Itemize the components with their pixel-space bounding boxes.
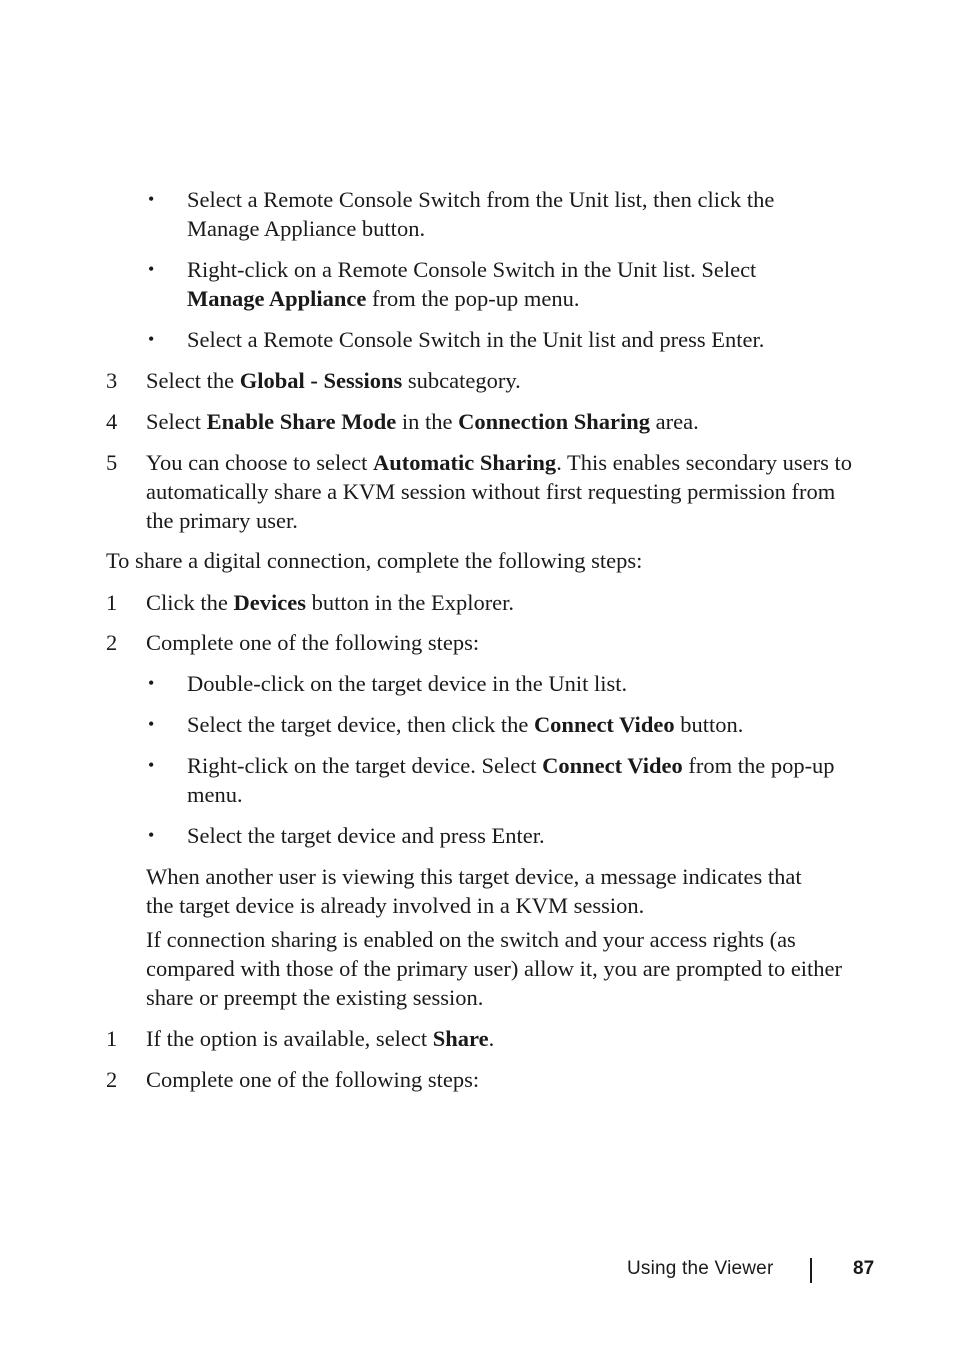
bullet-connect-video-button: Select the target device, then click the Connect Video button. (187, 712, 744, 737)
bullet-right-click-connect-video: Right-click on the target device. Select Connect Video from the pop-up menu. (187, 753, 835, 807)
step-number: 5 (106, 450, 118, 475)
footer-divider (810, 1258, 812, 1283)
step-click-devices: Click the Devices button in the Explorer. (146, 590, 515, 615)
step-number: 1 (106, 590, 118, 615)
bullet-marker: • (148, 825, 155, 845)
note-share-or-preempt: If connection sharing is enabled on the switch and your access rights (as compared with those of the primary user) allow it, you are prompted to either share or preempt the existing session. (146, 927, 843, 1010)
digital-connection-intro: To share a digital connection, complete the following steps: (106, 548, 643, 573)
step-complete-one: Complete one of the following steps: (146, 630, 480, 655)
step-number: 2 (106, 1067, 118, 1092)
page-number: 87 (853, 1258, 875, 1279)
bullet-select-press-enter: Select the target device and press Enter. (187, 823, 545, 848)
step-select-share: If the option is available, select Share. (146, 1026, 495, 1051)
step-number: 4 (106, 409, 118, 434)
bullet-marker: • (148, 329, 155, 349)
bullet-marker: • (148, 755, 155, 775)
bullet-marker: • (148, 714, 155, 734)
bullet-marker: • (148, 189, 155, 209)
footer-chapter-title: Using the Viewer (627, 1258, 774, 1279)
bullet-marker: • (148, 259, 155, 279)
note-already-involved: When another user is viewing this target device, a message indicates that the target device is already involved in a KVM session. (146, 864, 802, 918)
bullet-manage-appliance-button: Select a Remote Console Switch from the Unit list, then click the Manage Appliance button. (187, 187, 775, 241)
bullet-double-click: Double-click on the target device in the Unit list. (187, 671, 628, 696)
bullet-marker: • (148, 673, 155, 693)
step-automatic-sharing: You can choose to select Automatic Sharing. This enables secondary users to automatically share a KVM session without first requesting permission from the primary user. (146, 450, 852, 533)
step-complete-one-final: Complete one of the following steps: (146, 1067, 480, 1092)
step-number: 1 (106, 1026, 118, 1051)
bullet-right-click-manage-appliance: Right-click on a Remote Console Switch in the Unit list. Select Manage Appliance from the pop-up menu. (187, 257, 757, 311)
bullet-press-enter: Select a Remote Console Switch in the Unit list and press Enter. (187, 327, 765, 352)
step-enable-share-mode: Select Enable Share Mode in the Connection Sharing area. (146, 409, 699, 434)
step-global-sessions: Select the Global - Sessions subcategory. (146, 368, 521, 393)
step-number: 3 (106, 368, 118, 393)
step-number: 2 (106, 630, 118, 655)
